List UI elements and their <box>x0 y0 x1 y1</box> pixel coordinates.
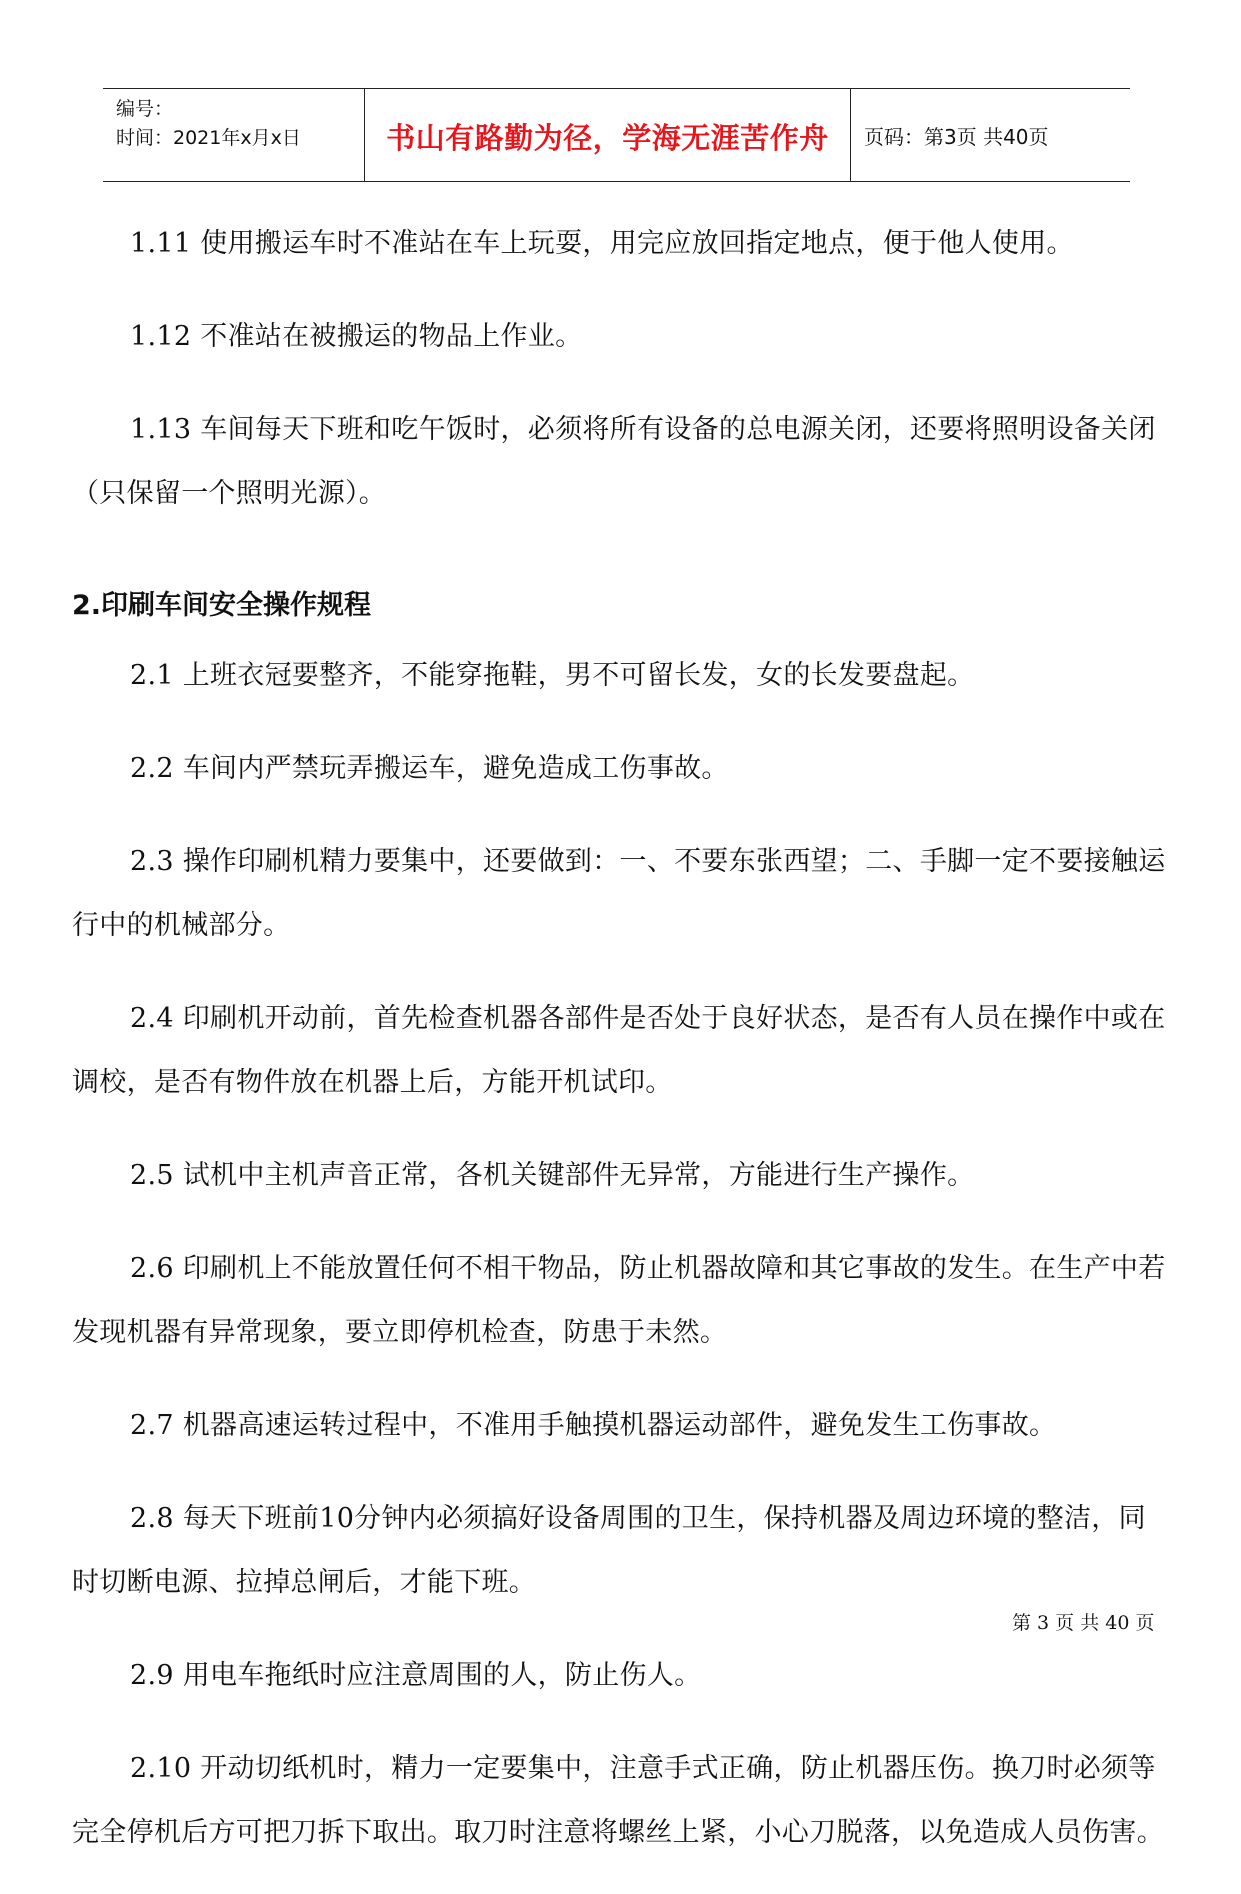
page-footer: 第 3 页 共 40 页 <box>1012 1612 1155 1634</box>
document-header <box>103 88 1130 182</box>
paragraph-1-11: 1.11 使用搬运车时不准站在车上玩耍，用完应放回指定地点，便于他人使用。 <box>130 228 1074 259</box>
document-time-label: 时间：2021年x月x日 <box>116 127 301 149</box>
paragraph-2-3: 2.3 操作印刷机精力要集中，还要做到：一、不要东张西望；二、手脚一定不要接触运行中的机械部分。 <box>72 846 1166 941</box>
document-number-label: 编号： <box>116 98 174 120</box>
paragraph-1-12: 1.12 不准站在被搬运的物品上作业。 <box>130 321 583 352</box>
paragraph-2-5: 2.5 试机中主机声音正常，各机关键部件无异常，方能进行生产操作。 <box>130 1160 975 1191</box>
paragraph-2-1: 2.1 上班衣冠要整齐，不能穿拖鞋，男不可留长发，女的长发要盘起。 <box>130 660 975 691</box>
paragraph-2-7: 2.7 机器高速运转过程中，不准用手触摸机器运动部件，避免发生工伤事故。 <box>130 1410 1057 1441</box>
document-body <box>72 212 1172 1894</box>
paragraph-1-13: 1.13 车间每天下班和吃午饭时，必须将所有设备的总电源关闭，还要将照明设备关闭（只保留一个照明光源）。 <box>72 414 1156 509</box>
header-motto: 书山有路勤为径，学海无涯苦作舟 <box>386 120 829 155</box>
paragraph-2-6: 2.6 印刷机上不能放置任何不相干物品，防止机器故障和其它事故的发生。在生产中若发现机器有异常现象，要立即停机检查，防患于未然。 <box>72 1253 1166 1348</box>
paragraph-2-8: 2.8 每天下班前10分钟内必须搞好设备周围的卫生，保持机器及周边环境的整洁，同时切断电源、拉掉总闸后，才能下班。 <box>72 1503 1146 1598</box>
header-page-cell <box>851 89 1130 181</box>
paragraph-2-2: 2.2 车间内严禁玩弄搬运车，避免造成工伤事故。 <box>130 753 729 784</box>
paragraph-2-9: 2.9 用电车拖纸时应注意周围的人，防止伤人。 <box>130 1660 702 1691</box>
header-meta-cell <box>103 89 365 181</box>
header-motto-cell <box>365 89 851 181</box>
paragraph-2-10: 2.10 开动切纸机时，精力一定要集中，注意手式正确，防止机器压伤。换刀时必须等完全停机后方可把刀拆下取出。取刀时注意将螺丝上紧，小心刀脱落，以免造成人员伤害。 <box>72 1753 1164 1848</box>
header-page-label: 页码：第3页 共40页 <box>864 124 1049 149</box>
paragraph-2-4: 2.4 印刷机开动前，首先检查机器各部件是否处于良好状态，是否有人员在操作中或在调校，是否有物件放在机器上后，方能开机试印。 <box>72 1003 1166 1098</box>
section-heading: 2.印刷车间安全操作规程 <box>72 590 372 621</box>
